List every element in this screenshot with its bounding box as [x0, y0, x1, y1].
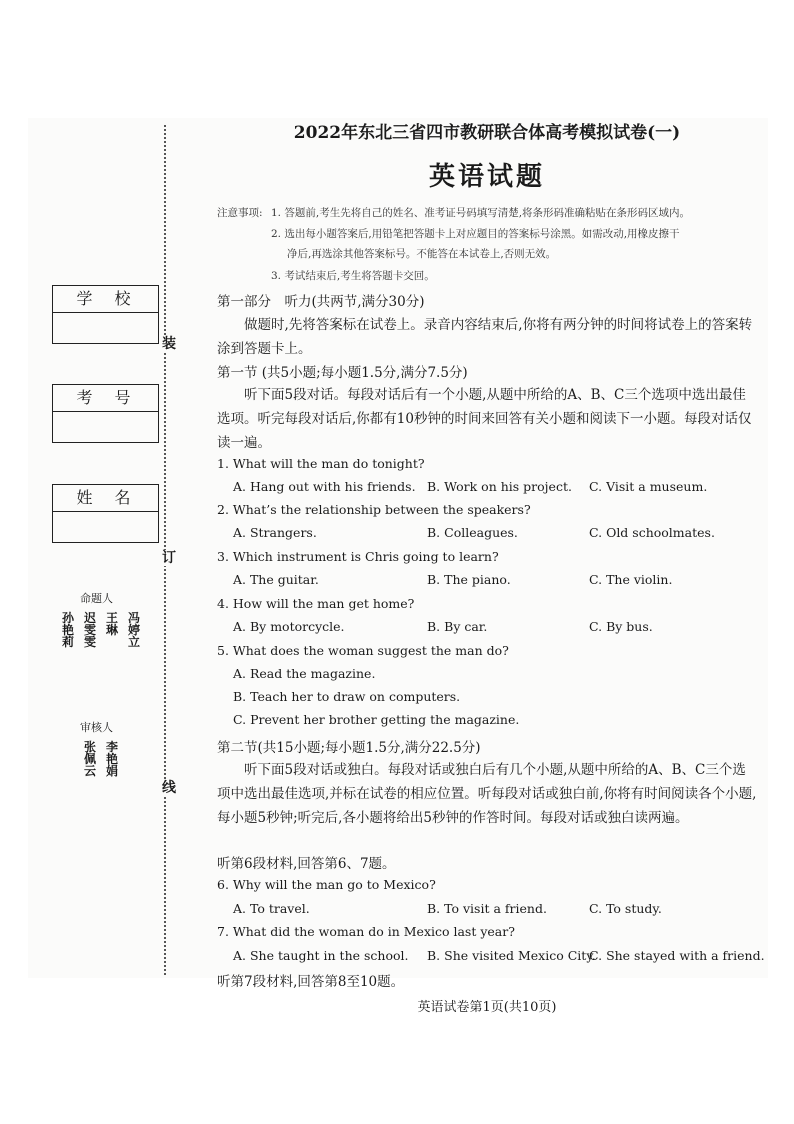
note-item: 净后,再选涂其他答案标号。不能答在本试卷上,否则无效。	[287, 248, 557, 260]
section2-heading: 第二节(共15小题;每小题1.5分,满分22.5分)	[217, 740, 481, 756]
question-5: 5. What does the woman suggest the man do?	[217, 643, 509, 658]
note-item: 2. 选出每小题答案后,用铅笔把答题卡上对应题目的答案标号涂黑。如需改动,用橡皮擦干	[271, 228, 680, 240]
reviewers-title: 审核人	[80, 721, 113, 734]
option-3b[interactable]: B. The piano.	[427, 572, 511, 587]
question-4: 4. How will the man get home?	[217, 596, 415, 611]
reviewer-name: 张佩云	[84, 740, 97, 778]
option-6a[interactable]: A. To travel.	[233, 901, 310, 916]
material-7-heading: 听第7段材料,回答第8至10题。	[217, 974, 405, 990]
material-6-heading: 听第6段材料,回答第6、7题。	[217, 856, 396, 872]
name-field[interactable]	[52, 484, 159, 543]
exam-id-label: 考号	[53, 385, 158, 412]
option-7a[interactable]: A. She taught in the school.	[233, 948, 409, 963]
question-1: 1. What will the man do tonight?	[217, 456, 425, 471]
question-6: 6. Why will the man go to Mexico?	[217, 877, 436, 892]
setter-name: 王琳	[106, 611, 119, 637]
section1-intro: 听下面5段对话。每段对话后有一个小题,从题中所给的A、B、C三个选项中选出最佳选项。听完每段对话后,你都有10秒钟的时间来回答有关小题和阅读下一小题。每段对话仅读一遍。	[217, 387, 752, 451]
option-4c[interactable]: C. By bus.	[589, 619, 653, 634]
binding-char-ding: 订	[162, 550, 176, 566]
reviewer-name: 李艳娟	[106, 740, 119, 778]
question-7: 7. What did the woman do in Mexico last year?	[217, 924, 515, 939]
section2-intro: 听下面5段对话或独白。每段对话或独白后有几个小题,从题中所给的A、B、C三个选项中选出最佳选项,并标在试卷的相应位置。听每段对话或独白前,你将有时间阅读各个小题,每小题5秒钟;听完后,各小题将给出5秒钟的作答时间。每段对话或独白读两遍。	[217, 762, 757, 826]
note-item: 1. 答题前,考生先将自己的姓名、准考证号码填写清楚,将条形码准确粘贴在条形码区域内。	[271, 207, 691, 219]
binding-char-zhuang: 装	[162, 336, 176, 352]
option-4b[interactable]: B. By car.	[427, 619, 488, 634]
question-3: 3. Which instrument is Chris going to learn?	[217, 549, 499, 564]
exam-id-field[interactable]	[52, 384, 159, 443]
exam-id-blank[interactable]	[53, 412, 158, 442]
part1-intro: 做题时,先将答案标在试卷上。录音内容结束后,你将有两分钟的时间将试卷上的答案转涂到答题卡上。	[217, 317, 753, 357]
setter-name: 孙艳莉	[62, 611, 75, 649]
notes-label: 注意事项:	[217, 207, 263, 219]
name-label: 姓名	[53, 485, 158, 512]
question-2: 2. What’s the relationship between the speakers?	[217, 502, 531, 517]
option-3c[interactable]: C. The violin.	[589, 572, 673, 587]
option-2c[interactable]: C. Old schoolmates.	[589, 525, 715, 540]
subject-title: 英语试题	[428, 162, 545, 192]
setter-name: 冯婷立	[128, 611, 141, 649]
option-5a[interactable]: A. Read the magazine.	[233, 666, 376, 681]
binding-char-xian: 线	[162, 780, 176, 796]
section1-heading: 第一节 (共5小题;每小题1.5分,满分7.5分)	[217, 365, 468, 381]
option-1c[interactable]: C. Visit a museum.	[589, 479, 708, 494]
option-5b[interactable]: B. Teach her to draw on computers.	[233, 689, 461, 704]
exam-title: 2022年东北三省四市教研联合体高考模拟试卷(一)	[293, 123, 681, 143]
option-4a[interactable]: A. By motorcycle.	[233, 619, 345, 634]
page-footer: 英语试卷第1页(共10页)	[417, 1000, 557, 1015]
option-6b[interactable]: B. To visit a friend.	[427, 901, 547, 916]
part1-heading: 第一部分 听力(共两节,满分30分)	[217, 294, 425, 310]
option-2b[interactable]: B. Colleagues.	[427, 525, 518, 540]
school-blank[interactable]	[53, 313, 158, 343]
school-field[interactable]	[52, 285, 159, 344]
option-6c[interactable]: C. To study.	[589, 901, 662, 916]
option-2a[interactable]: A. Strangers.	[233, 525, 317, 540]
school-label: 学校	[53, 286, 158, 313]
setters-title: 命题人	[80, 592, 113, 605]
option-5c[interactable]: C. Prevent her brother getting the magazine.	[233, 712, 520, 727]
option-1a[interactable]: A. Hang out with his friends.	[233, 479, 416, 494]
name-blank[interactable]	[53, 512, 158, 542]
option-1b[interactable]: B. Work on his project.	[427, 479, 572, 494]
option-7b[interactable]: B. She visited Mexico City.	[427, 948, 596, 963]
option-7c[interactable]: C. She stayed with a friend.	[589, 948, 765, 963]
note-item: 3. 考试结束后,考生将答题卡交回。	[271, 270, 435, 282]
setter-name: 迟雯雯	[84, 611, 97, 649]
option-3a[interactable]: A. The guitar.	[233, 572, 319, 587]
